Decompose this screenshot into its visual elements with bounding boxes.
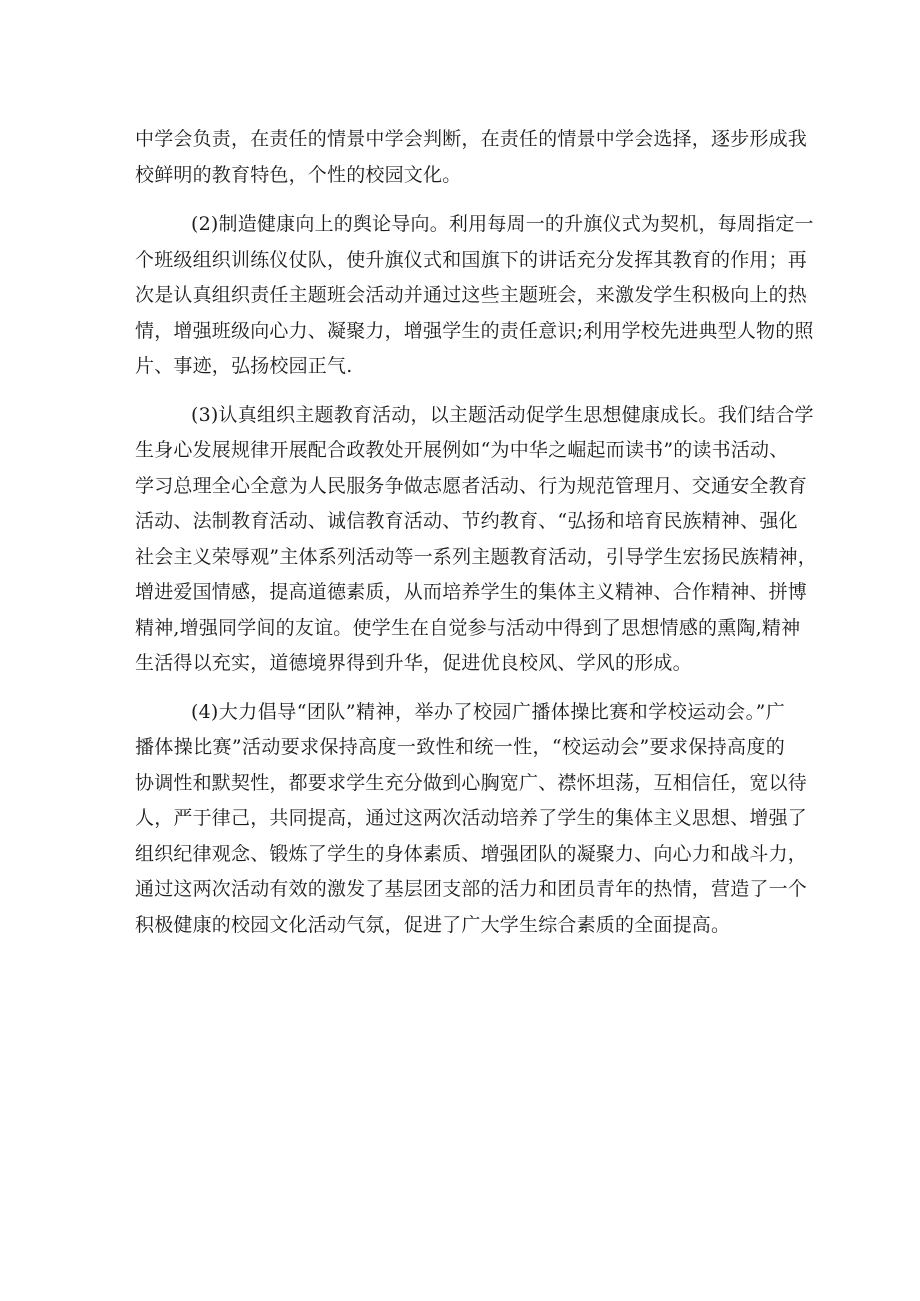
document-body (135, 122, 817, 943)
text-line: 次是认真组织责任主题班会活动并通过这些主题班会，来激发学生积极向上的热 (135, 284, 808, 306)
text-line: (4)大力倡导“团队”精神，举办了校园广播体操比赛和学校运动会。”广 (191, 700, 785, 723)
paragraph-2 (135, 207, 814, 385)
text-line: 播体操比赛”活动要求保持高度一致性和统一性，“校运动会”要求保持高度的 (135, 736, 785, 758)
text-line: 增进爱国情感，提高道德素质，从而培养学生的集体主义精神、合作精神、拼博 (135, 581, 808, 603)
text-line: 片、事迹，弘扬校园正气. (135, 355, 353, 377)
text-line: 组织纪律观念、锻炼了学生的身体素质、增强团队的凝聚力、向心力和战斗力， (135, 842, 808, 865)
text-line: 社会主义荣辱观”主体系列活动等一系列主题教育活动，引导学生宏扬民族精神， (135, 545, 817, 568)
text-line: 中学会负责，在责任的情景中学会判断，在责任的情景中学会选择，逐步形成我 (135, 128, 808, 150)
text-line: 生身心发展规律开展配合政教处开展例如“为中华之崛起而读书”的读书活动、 (135, 439, 789, 461)
text-line: 协调性和默契性，都要求学生充分做到心胸宽广、襟怀坦荡，互相信任，宽以待 (135, 771, 808, 794)
text-line: 精神,增强同学间的友谊。使学生在自觉参与活动中得到了思想情感的熏陶,精神 (135, 616, 801, 639)
text-line: 积极健康的校园文化活动气氛，促进了广大学生综合素质的全面提高。 (135, 913, 731, 936)
text-line: 学习总理全心全意为人民服务争做志愿者活动、行为规范管理月、交通安全教育 (135, 474, 808, 497)
text-line: 活动、法制教育活动、诚信教育活动、节约教育、“弘扬和培育民族精神、强化 (135, 510, 798, 532)
paragraph-continuation (135, 122, 808, 193)
text-line: (2)制造健康向上的舆论导向。利用每周一的升旗仪式为契机，每周指定一 (191, 213, 814, 235)
text-line: 情，增强班级向心力、凝聚力，增强学生的责任意识;利用学校先进典型人物的照 (135, 319, 814, 342)
text-line: 个班级组织训练仪仗队，使升旗仪式和国旗下的讲话充分发挥其教育的作用；再 (135, 248, 808, 271)
text-line: 通过这两次活动有效的激发了基层团支部的活力和团员青年的热情，营造了一个 (135, 878, 808, 900)
text-line: 人，严于律己，共同提高，通过这两次活动培养了学生的集体主义思想、增强了 (135, 807, 808, 829)
paragraph-3 (135, 398, 817, 682)
text-line: (3)认真组织主题教育活动，以主题活动促学生思想健康成长。我们结合学 (191, 403, 814, 426)
text-line: 校鲜明的教育特色，个性的校园文化。 (135, 163, 462, 186)
paragraph-4 (135, 695, 808, 944)
text-line: 生活得以充实，道德境界得到升华，促进优良校风、学风的形成。 (135, 652, 692, 674)
